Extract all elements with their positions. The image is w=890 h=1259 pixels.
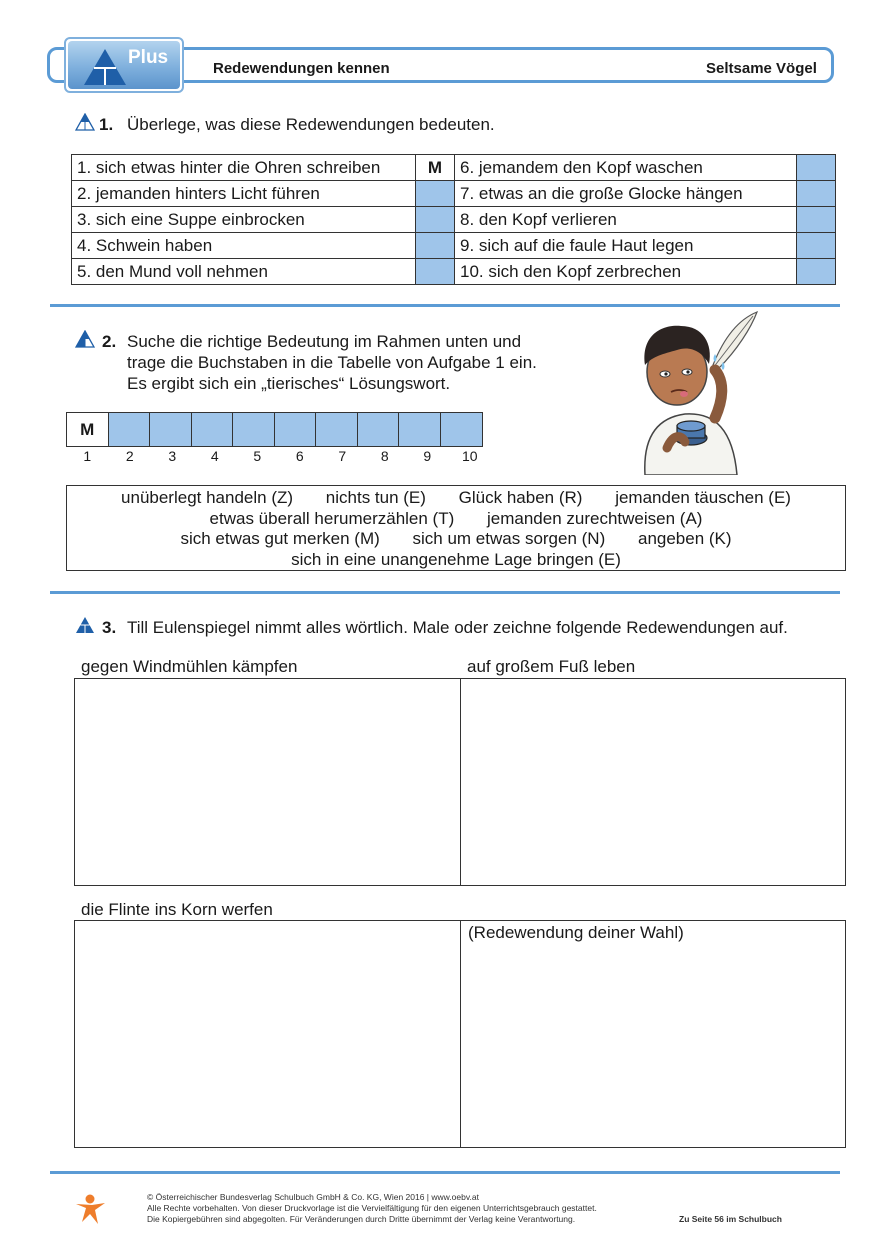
task2-instruction-line2: trage die Buchstaben in die Tabelle von Aufgabe 1 ein. xyxy=(127,353,537,372)
solution-number-row xyxy=(66,448,491,464)
drawing-label: auf großem Fuß leben xyxy=(467,657,636,676)
idiom-cell: 9. sich auf die faule Haut legen xyxy=(455,233,797,259)
section-divider xyxy=(50,1171,840,1174)
solution-number: 5 xyxy=(253,448,262,464)
solution-cell[interactable] xyxy=(233,413,275,446)
drawing-box[interactable] xyxy=(74,920,461,1148)
solution-number: 10 xyxy=(461,448,478,464)
table-row xyxy=(72,155,836,181)
task3-instruction: Till Eulenspiegel nimmt alles wörtlich. Male oder zeichne folgende Redewendungen auf. xyxy=(127,618,788,637)
meaning-item: sich etwas gut merken (M) xyxy=(180,529,380,548)
idiom-cell: 8. den Kopf verlieren xyxy=(455,207,797,233)
copyright-line: Die Kopiergebühren sind abgegolten. Für Veränderungen durch Dritte übernimmt der Verlag keine Verantwortung. xyxy=(147,1214,576,1224)
solution-number: 2 xyxy=(125,448,134,464)
boy-with-feather-illustration xyxy=(615,310,765,475)
meaning-item: sich in eine unangenehme Lage bringen (E) xyxy=(291,549,621,569)
answer-cell[interactable]: M xyxy=(416,155,455,181)
idiom-cell: 4. Schwein haben xyxy=(72,233,416,259)
task2-instruction-line3: Es ergibt sich ein „tierisches“ Lösungswort. xyxy=(127,374,451,393)
solution-number: 7 xyxy=(338,448,347,464)
solution-number: 9 xyxy=(423,448,432,464)
solution-number: 3 xyxy=(168,448,177,464)
answer-cell[interactable] xyxy=(416,207,455,233)
solution-number: 6 xyxy=(295,448,304,464)
drawing-box[interactable] xyxy=(460,920,846,1148)
solution-number: 4 xyxy=(210,448,219,464)
meaning-item: sich um etwas sorgen (N) xyxy=(412,529,606,548)
answer-cell[interactable] xyxy=(797,155,836,181)
difficulty-pyramid-icon xyxy=(75,113,95,131)
section-divider xyxy=(50,304,840,307)
table-row xyxy=(72,259,836,285)
idioms-table xyxy=(71,154,836,285)
idiom-cell: 7. etwas an die große Glocke hängen xyxy=(455,181,797,207)
task1-number: 1. xyxy=(99,115,114,134)
solution-cell[interactable] xyxy=(150,413,192,446)
solution-cell[interactable] xyxy=(358,413,400,446)
table-row xyxy=(72,207,836,233)
drawing-box[interactable] xyxy=(460,678,846,886)
copyright-text xyxy=(147,1192,597,1225)
idiom-cell: 6. jemandem den Kopf waschen xyxy=(455,155,797,181)
task2-instruction-line1: Suche die richtige Bedeutung im Rahmen unten und xyxy=(127,332,522,351)
idiom-cell: 5. den Mund voll nehmen xyxy=(72,259,416,285)
solution-cell[interactable] xyxy=(316,413,358,446)
answer-cell[interactable] xyxy=(797,259,836,285)
meaning-item: unüberlegt handeln (Z) xyxy=(121,488,294,507)
drawing-label: gegen Windmühlen kämpfen xyxy=(81,657,298,676)
task3-number: 3. xyxy=(102,618,117,637)
answer-cell[interactable] xyxy=(416,181,455,207)
answer-cell[interactable] xyxy=(797,207,836,233)
publisher-logo-icon xyxy=(72,1192,108,1228)
drawing-box[interactable] xyxy=(74,678,461,886)
section-divider xyxy=(50,591,840,594)
table-row xyxy=(72,181,836,207)
meaning-item: etwas überall herumerzählen (T) xyxy=(209,508,455,528)
meaning-item: nichts tun (E) xyxy=(325,488,426,507)
plus-logo xyxy=(64,37,184,93)
idiom-cell: 3. sich eine Suppe einbrocken xyxy=(72,207,416,233)
drawing-label: die Flinte ins Korn werfen xyxy=(81,900,273,919)
worksheet-title: Redewendungen kennen xyxy=(213,60,390,77)
answer-cell[interactable] xyxy=(797,233,836,259)
idiom-cell: 1. sich etwas hinter die Ohren schreiben xyxy=(72,155,416,181)
solution-cell[interactable] xyxy=(399,413,441,446)
solution-cell[interactable] xyxy=(109,413,151,446)
solution-cell[interactable] xyxy=(275,413,317,446)
meaning-item: angeben (K) xyxy=(637,529,732,548)
meaning-item: jemanden täuschen (E) xyxy=(615,488,791,507)
idiom-cell: 10. sich den Kopf zerbrechen xyxy=(455,259,797,285)
meaning-item: Glück haben (R) xyxy=(458,488,583,507)
task1-instruction: Überlege, was diese Redewendungen bedeuten. xyxy=(127,115,495,134)
solution-cell[interactable] xyxy=(441,413,483,446)
solution-cell[interactable]: M xyxy=(67,413,109,446)
answer-cell[interactable] xyxy=(797,181,836,207)
solution-number: 8 xyxy=(380,448,389,464)
textbook-reference: Zu Seite 56 im Schulbuch xyxy=(679,1214,782,1224)
meaning-item: jemanden zurechtweisen (A) xyxy=(487,508,703,528)
idiom-cell: 2. jemanden hinters Licht führen xyxy=(72,181,416,207)
logo-text: Plus xyxy=(128,47,169,68)
difficulty-pyramid-icon xyxy=(75,616,95,634)
copyright-line: Alle Rechte vorbehalten. Von dieser Druckvorlage ist die Vervielfältigung für den eigenen Unterrichtsgebrauch gestattet. xyxy=(147,1203,597,1213)
chapter-title: Seltsame Vögel xyxy=(706,60,817,77)
copyright-line: © Österreichischer Bundesverlag Schulbuch GmbH & Co. KG, Wien 2016 | www.oebv.at xyxy=(147,1192,479,1202)
answer-cell[interactable] xyxy=(416,233,455,259)
free-choice-hint: (Redewendung deiner Wahl) xyxy=(468,923,684,942)
meanings-box xyxy=(66,485,846,571)
task2-number: 2. xyxy=(102,332,117,351)
solution-word-grid xyxy=(66,412,483,447)
solution-number: 1 xyxy=(83,448,92,464)
answer-cell[interactable] xyxy=(416,259,455,285)
difficulty-pyramid-icon xyxy=(75,330,95,348)
pyramid-logo-icon xyxy=(82,47,128,87)
table-row xyxy=(72,233,836,259)
solution-cell[interactable] xyxy=(192,413,234,446)
